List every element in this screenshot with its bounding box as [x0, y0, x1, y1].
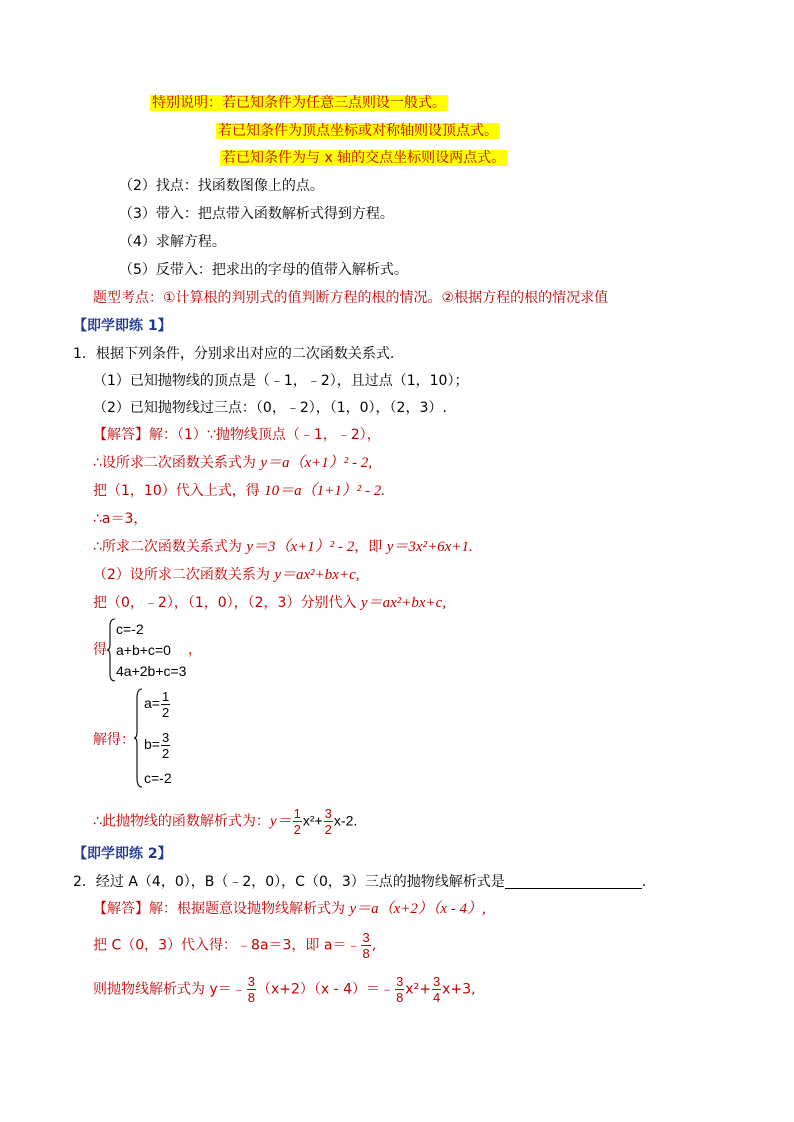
answer-line-3 [93, 481, 385, 501]
step-2: （2）找点：找函数图像上的点。 [119, 178, 324, 194]
answer-line-6 [93, 565, 359, 585]
fraction-numerator: 3 [161, 730, 170, 745]
solution-a [144, 689, 171, 720]
solution-b [144, 730, 171, 761]
practice1-question: 1．根据下列条件，分别求出对应的二次函数关系式. [73, 346, 395, 362]
practice2-question [73, 872, 646, 892]
step-5: （5）反带入：把求出的字母的值带入解析式。 [119, 262, 408, 278]
fraction-denominator: 2 [161, 705, 170, 720]
fraction [293, 806, 302, 837]
system-tail: ， [188, 642, 202, 658]
equation: y＝ax²+bx+c, [274, 567, 360, 583]
fraction-numerator: 1 [161, 689, 170, 704]
fraction [432, 974, 441, 1005]
answer-text: 解：根据题意设抛物线解析式为 [149, 901, 350, 917]
left-brace-icon [133, 688, 143, 792]
answer-line-1 [93, 425, 381, 445]
question-text: 2．经过 A（4，0），B（﹣2，0），C（0，3）三点的抛物线解析式是 [73, 874, 505, 890]
fraction-denominator: 2 [293, 822, 301, 837]
fraction-numerator: 3 [432, 974, 441, 989]
sol-label: a= [144, 695, 160, 712]
special-note-line2 [216, 121, 500, 141]
answer2-line-1 [93, 899, 486, 919]
fraction-denominator: 8 [247, 990, 255, 1005]
solution-c: c=-2 [144, 770, 172, 786]
fraction-numerator: 3 [396, 974, 404, 989]
special-note-line1 [150, 93, 448, 113]
practice2-heading: 【即学即练 2】 [73, 846, 172, 862]
answer-tag: 【解答】 [93, 901, 149, 917]
fraction [361, 930, 370, 961]
fraction-denominator: 8 [396, 990, 404, 1005]
answer-text: 把（0，﹣2），（1，0），（2，3）分别代入 [93, 595, 361, 611]
system-line: a+b+c=0 [116, 642, 171, 658]
answer-text: 解：（1）∵抛物线顶点（﹣1，﹣2）， [149, 427, 381, 443]
highlight-text: 特别说明：若已知条件为任意三点则设一般式。 [152, 95, 446, 111]
de-label: 得 [93, 642, 107, 658]
jiede-label: 解得： [93, 732, 135, 748]
equation: y＝ax²+bx+c, [360, 595, 447, 611]
fraction-denominator: 2 [324, 822, 332, 837]
answer2-line-3 [93, 974, 476, 1005]
answer-tag: 【解答】 [93, 427, 149, 443]
answer-line-4: ∴a＝3， [93, 511, 148, 527]
fraction-numerator: 3 [362, 930, 370, 945]
equation: 10＝a（1+1）² - 2. [264, 483, 386, 499]
step-4: （4）求解方程。 [119, 234, 226, 250]
answer2-line-2 [93, 930, 376, 961]
highlight-text: 若已知条件为与 x 轴的交点坐标则设两点式。 [222, 150, 506, 166]
fraction [161, 689, 170, 720]
answer-text: x+3, [442, 981, 476, 998]
answer-text: 把（1，10）代入上式，得 [93, 483, 265, 499]
left-brace-icon [106, 618, 116, 686]
answer-text: , [371, 937, 377, 954]
equation: y＝3x²+6x+1. [386, 539, 473, 555]
fraction-numerator: 3 [247, 974, 255, 989]
equation: y＝a（x+2）（x - 4）, [349, 901, 486, 917]
final-expression [93, 806, 357, 837]
answer-text: x²+ [405, 981, 431, 998]
fraction [161, 730, 170, 761]
fraction-denominator: 8 [362, 946, 370, 961]
equation: x-2. [333, 812, 358, 829]
equation: x²+ [302, 812, 323, 829]
step-3: （3）带入：把点带入函数解析式得到方程。 [119, 206, 394, 222]
fraction-numerator: 1 [293, 806, 301, 821]
equation: y＝ [269, 813, 292, 830]
answer-blank[interactable] [505, 874, 642, 889]
sol-label: b= [144, 736, 160, 753]
system-line: c=-2 [116, 621, 144, 637]
answer-text: ∴所求二次函数关系式为 [93, 539, 247, 555]
practice1-sub1: （1）已知抛物线的顶点是（﹣1，﹣2），且过点（1，10）； [93, 373, 469, 389]
exam-point: 题型考点：①计算根的判别式的值判断方程的根的情况。②根据方程的根的情况求值 [93, 290, 609, 306]
special-note-line3 [220, 148, 507, 168]
fraction [395, 974, 404, 1005]
answer-text: （2）设所求二次函数关系为 [93, 567, 275, 583]
answer-text: 则抛物线解析式为 y＝﹣ [93, 981, 246, 998]
fraction-numerator: 3 [324, 806, 332, 821]
fraction-denominator: 4 [432, 990, 441, 1005]
answer-text: 把 C（0，3）代入得：﹣8a＝3，即 a＝﹣ [93, 937, 361, 954]
highlight-text: 若已知条件为顶点坐标或对称轴则设顶点式。 [218, 123, 498, 139]
answer-text: （x+2）（x - 4）＝﹣ [256, 981, 395, 998]
fraction [324, 806, 333, 837]
answer-text: ，即 [354, 539, 387, 555]
fraction-denominator: 2 [161, 746, 170, 761]
answer-line-7 [93, 593, 446, 613]
question-tail: . [641, 874, 647, 890]
answer-line-5 [93, 537, 473, 557]
equation: y＝3（x+1）² - 2 [246, 539, 355, 555]
answer-line-2 [93, 453, 372, 473]
fraction [247, 974, 256, 1005]
system-line: 4a+2b+c=3 [116, 663, 187, 679]
equation: y＝a（x+1）² - 2, [260, 455, 373, 471]
answer-text: ∴此抛物线的函数解析式为： [93, 813, 270, 830]
answer-text: ∴设所求二次函数关系式为 [93, 455, 261, 471]
practice1-sub2: （2）已知抛物线过三点：（0，﹣2），（1，0），（2，3）. [93, 400, 447, 416]
practice1-heading: 【即学即练 1】 [73, 318, 172, 334]
